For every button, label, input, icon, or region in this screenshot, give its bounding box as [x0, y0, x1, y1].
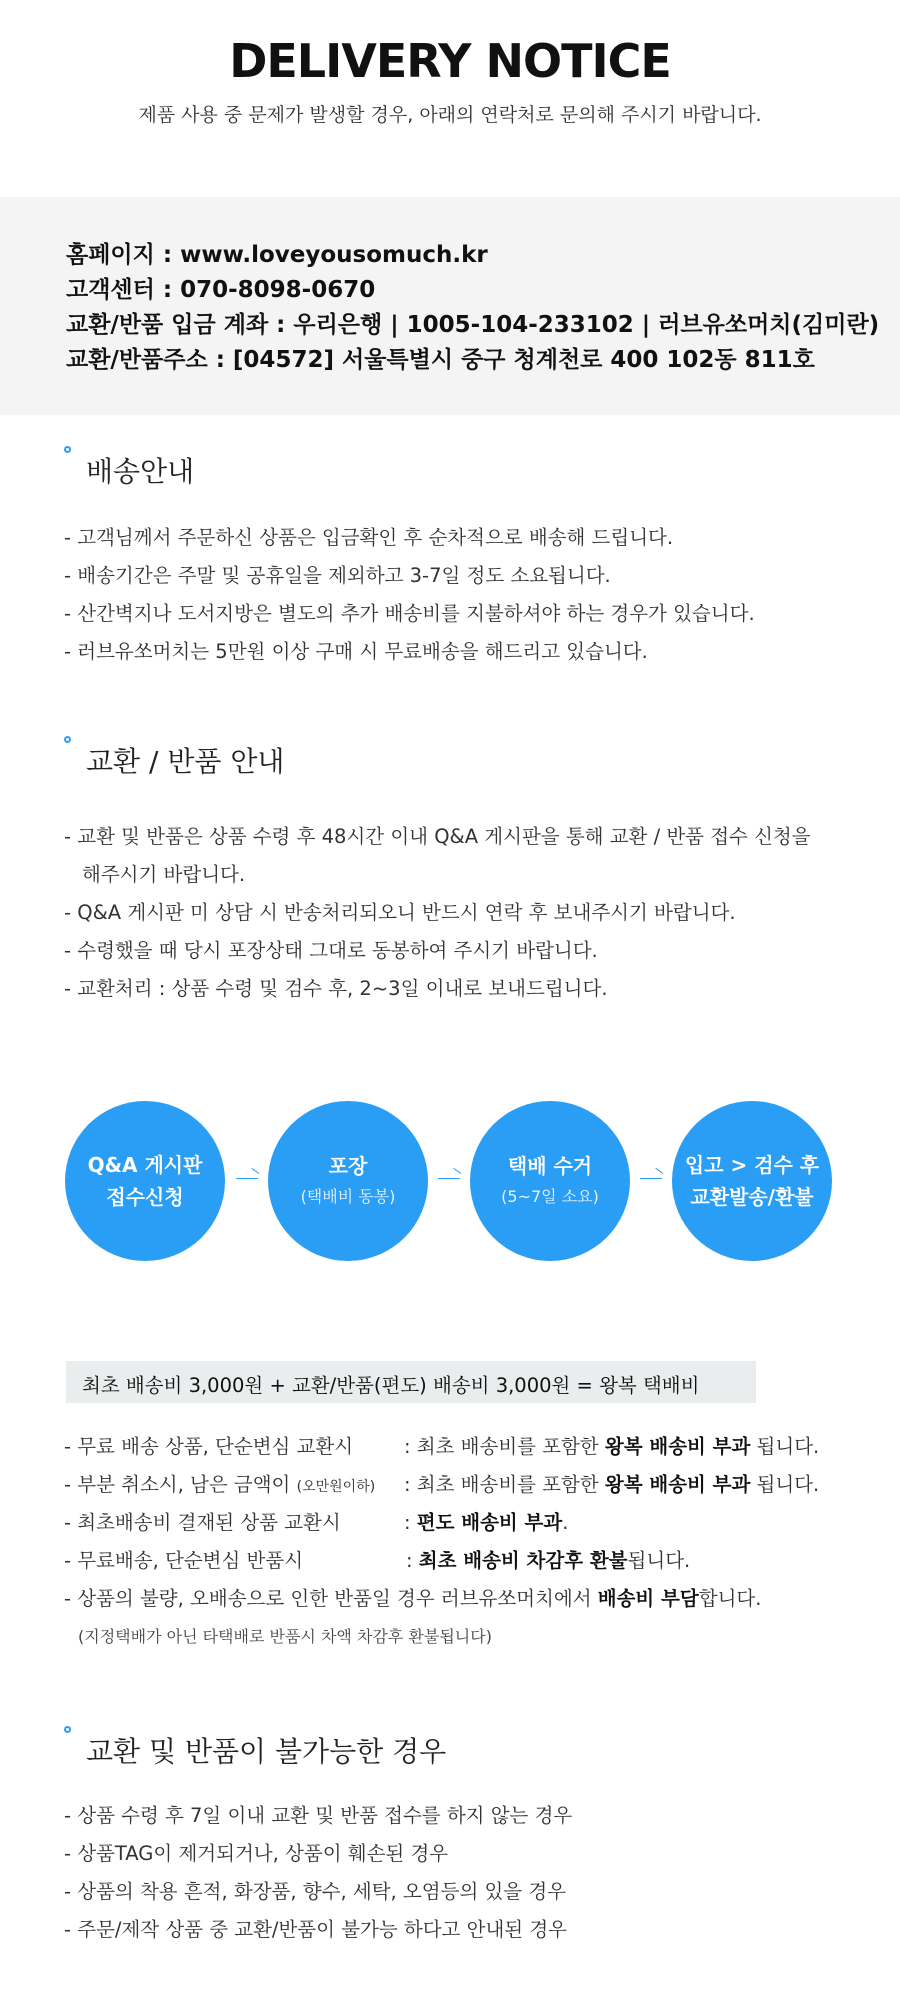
return-address-line: 교환/반품주소 : [04572] 서울특별시 중구 청계천로 400 102동 811호 — [66, 347, 815, 373]
fee-row-detail: : 최초 배송비를 포함한 왕복 배송비 부과 됩니다. — [404, 1435, 820, 1458]
impossible-item: - 상품 수령 후 7일 이내 교환 및 반품 접수를 하지 않는 경우 — [64, 1804, 573, 1827]
process-step-qna: Q&A 게시판 접수신청 — [65, 1101, 225, 1261]
shipping-item: - 산간벽지나 도서지방은 별도의 추가 배송비를 지불하셔야 하는 경우가 있습니다. — [64, 602, 755, 625]
impossible-item: - 상품의 착용 흔적, 화장품, 향수, 세탁, 오염등의 있을 경우 — [64, 1880, 567, 1903]
impossible-section-title: 교환 및 반품이 불가능한 경우 — [66, 1730, 446, 1770]
fee-row: - 무료배송, 단순변심 반품시 — [64, 1549, 304, 1572]
exchange-item: 해주시기 바랍니다. — [82, 863, 246, 886]
shipping-item: - 러브유쏘머치는 5만원 이상 구매 시 무료배송을 해드리고 있습니다. — [64, 640, 648, 663]
fee-row-detail: : 최초 배송비를 포함한 왕복 배송비 부과 됩니다. — [404, 1473, 820, 1496]
impossible-item: - 주문/제작 상품 중 교환/반품이 불가능 하다고 안내된 경우 — [64, 1918, 568, 1941]
defect-shipping-line: - 상품의 불량, 오배송으로 인한 반품일 경우 러브유쏘머치에서 배송비 부담합니다. — [64, 1587, 762, 1610]
page-subtitle: 제품 사용 중 문제가 발생할 경우, 아래의 연락처로 문의해 주시기 바랍니다. — [138, 104, 762, 126]
exchange-item: - 교환처리 : 상품 수령 및 검수 후, 2~3일 이내로 보내드립니다. — [64, 977, 608, 1000]
return-note: (지정택배가 아닌 타택배로 반품시 차액 차감후 환불됩니다) — [78, 1627, 492, 1646]
exchange-item: - 수령했을 때 당시 포장상태 그대로 동봉하여 주시기 바랍니다. — [64, 939, 598, 962]
arrow-right-icon — [438, 1178, 460, 1179]
page-title: DELIVERY NOTICE — [229, 34, 671, 88]
shipping-section-title: 배송안내 — [66, 450, 194, 490]
process-step-inspect: 입고 > 검수 후 교환발송/환불 — [672, 1101, 832, 1261]
arrow-right-icon — [236, 1178, 258, 1179]
fee-row: - 부분 취소시, 남은 금액이 (오만원이하) — [64, 1473, 376, 1496]
exchange-item: - 교환 및 반품은 상품 수령 후 48시간 이내 Q&A 게시판을 통해 교환 / 반품 접수 신청을 — [64, 825, 811, 848]
fee-formula-bar: 최초 배송비 3,000원 + 교환/반품(편도) 배송비 3,000원 = 왕복 택배비 — [66, 1361, 756, 1403]
arrow-right-icon — [640, 1178, 662, 1179]
bank-account-line: 교환/반품 입금 계좌 : 우리은행 | 1005-104-233102 | 러브유쏘머치(김미란) — [66, 312, 880, 338]
fee-row: - 무료 배송 상품, 단순변심 교환시 — [64, 1435, 354, 1458]
service-center-line: 고객센터 : 070-8098-0670 — [66, 277, 376, 303]
bullet-dot-icon — [64, 446, 71, 453]
bullet-dot-icon — [64, 736, 71, 743]
homepage-line: 홈페이지 : www.loveyousomuch.kr — [66, 242, 488, 268]
fee-row-detail: : 편도 배송비 부과. — [404, 1511, 569, 1534]
impossible-item: - 상품TAG이 제거되거나, 상품이 훼손된 경우 — [64, 1842, 449, 1865]
bullet-dot-icon — [64, 1726, 71, 1733]
process-step-pickup: 택배 수거 (5~7일 소요) — [470, 1101, 630, 1261]
exchange-section-title: 교환 / 반품 안내 — [66, 740, 284, 780]
shipping-item: - 고객님께서 주문하신 상품은 입금확인 후 순차적으로 배송해 드립니다. — [64, 526, 674, 549]
process-step-packing: 포장 (택배비 동봉) — [268, 1101, 428, 1261]
shipping-item: - 배송기간은 주말 및 공휴일을 제외하고 3-7일 정도 소요됩니다. — [64, 564, 611, 587]
fee-row: - 최초배송비 결재된 상품 교환시 — [64, 1511, 341, 1534]
exchange-item: - Q&A 게시판 미 상담 시 반송처리되오니 반드시 연락 후 보내주시기 바랍니다. — [64, 901, 736, 924]
fee-row-detail: : 최초 배송비 차감후 환불됩니다. — [406, 1549, 691, 1572]
